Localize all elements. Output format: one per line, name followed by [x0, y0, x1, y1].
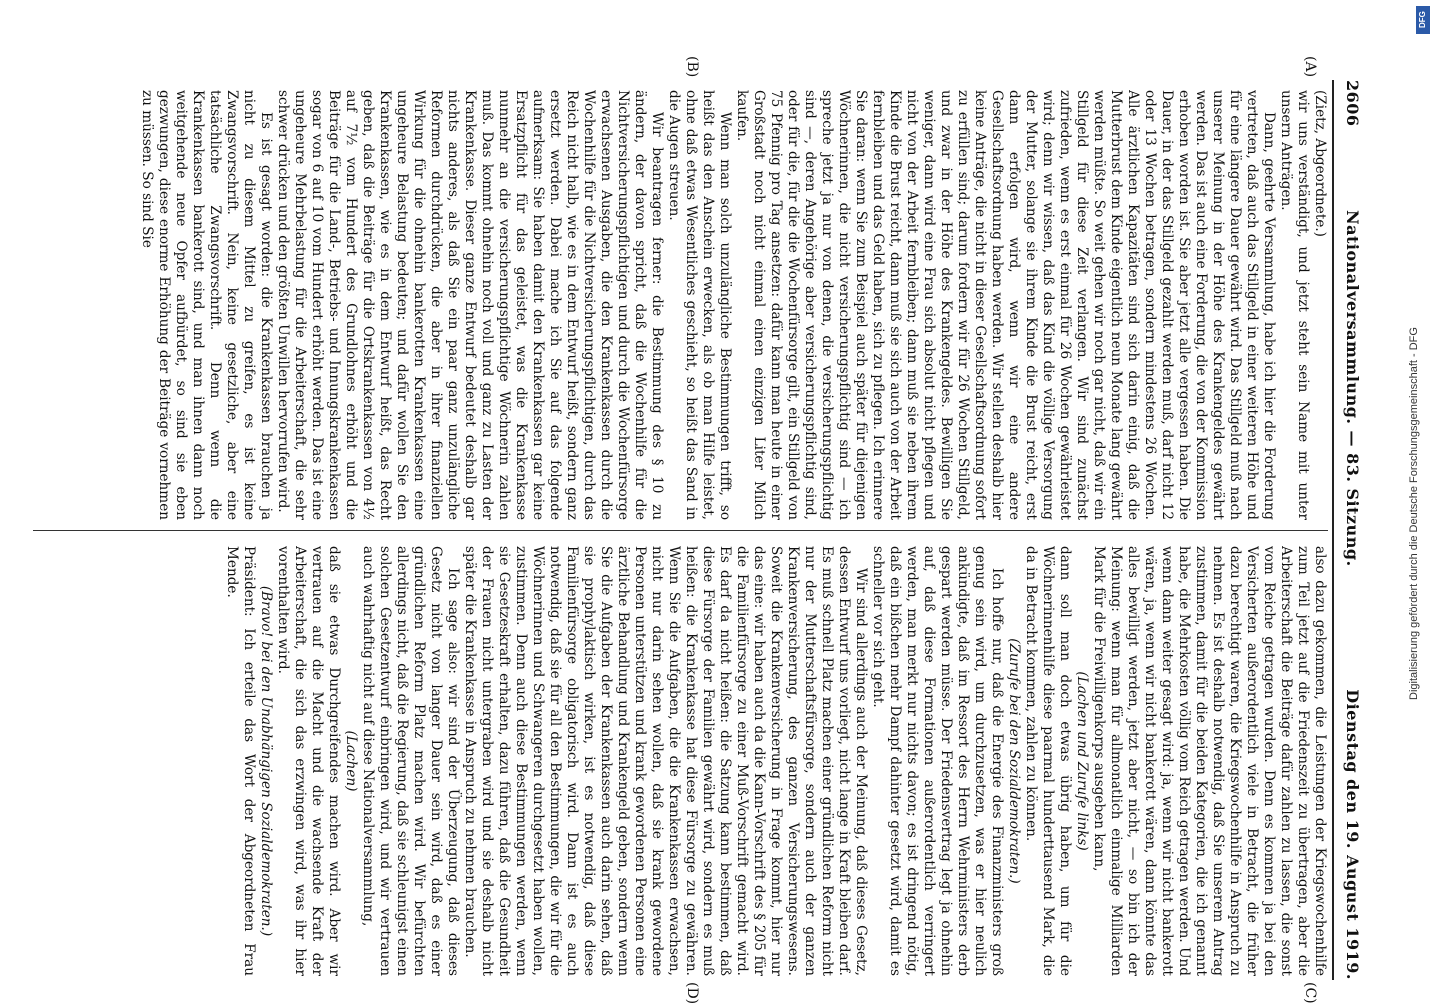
left-column-paragraph: Es ist gesagt worden: die Krankenkassen brauchen ja nicht zu diesem Mittel zu greifen, es ist keine Zwangsvorschrift. Nein, keine gesetzliche, aber eine tatsächliche Zwangsvorschrift. Denn wenn die Krankenkassen bankerott sind, und man ihnen dann noch weitgehende neue Opfer aufbürdet, so sind sie eben gezwungen, diese enorme Erhöhung der Beiträge vornehmen zu müssen. So sind Sie: [139, 90, 274, 520]
right-column-paragraph: (Zurufe bei den Sozialdemokraten.): [1006, 638, 1022, 884]
margin-mark-d: (D): [684, 982, 700, 1004]
right-column-paragraph: Ich hoffe nur, daß die Energie des Finanzministers groß genug sein wird, um durchzusetzen, was er hier neulich ankündigte, daß im Ressort des Herrn Wehrministers derb gespart werden müsse. Der Friedensvertrag legt ja ohnehin auf, daß diese Formationen außerordentlich verringert werden, man merkt nur nichts davon; es ist dringend nötig, daß ein bißchen mehr Dampf dahinter gesetzt wird, damit es schneller vor sich geht.: [870, 546, 1005, 976]
left-column-paragraph: Wir beantragen ferner: die Bestimmung des § 10 zu ändern, der davon spricht, daß die Wochenhilfe für die Nichtversicherungspflichtigen und durch die Wochenfürsorge erwachsenen Ausgaben, die den Krankenkassen durch die Wochenhilfe für die Nichtversicherungspflichtigen, durch das Reich nicht halb, wie es in dem Entwurf heißt, sondern ganz ersetzt werden. Dabei mache ich Sie auf das folgende aufmerksam: Sie haben damit den Krankenkassen gar keine Ersatzpflicht für das geleistet, was die Krankenkasse nunmehr an die versicherungspflichtige Wöchnerin zahlen muß. Das kommt ohnehin noch voll und ganz zu Lasten der Krankenkasse. Dieser ganze Entwurf bedeutet deshalb gar nichts anderes, als daß Sie ein paar ganz unzulängliche Reformen durchdrücken, die aber in ihrer finanziellen Wirkung für die ohnehin bankerotten Krankenkassen eine ungeheure Belastung bedeuten; und dafür wollen Sie den Krankenkassen, wie es in dem Entwurf heißt, das Recht geben, daß die Beiträge für die Ortskrankenkassen von 4½ auf 7½ vom Hundert des Grundlohnes erhöht und die Beiträge für die Land-, Betriebs- und Innungskrankenkassen sogar von 6 auf 10 vom Hundert erhöht werden. Das ist eine ungeheure Mehrbelastung für die Arbeiterschaft, die sehr schwer drücken und den größten Unwillen hervorrufen wird.: [275, 90, 665, 520]
right-column-paragraph: Wir sind allerdings auch der Meinung, daß dieses Gesetz, dessen Entwurf uns vorliegt, nicht lange in Kraft bleiben darf. Es muß schnell Platz machen einer gründlichen Reform nicht nur der Mutterschaftsfürsorge, sondern auch der ganzen Krankenversicherung, des ganzen Versicherungswesens. Soweit die Krankenversicherung in Frage kommt, hier nur das eine: wir haben auch da die Kann-Vorschrift des § 205 für die Familienfürsorge zu einer Muß-Vorschrift gemacht wird. Es darf da nicht heißen: die Satzung kann bestimmen, daß diese Fürsorge der Familien gewährt wird, sondern es muß heißen: die Krankenkasse hat diese Fürsorge zu gewähren. Wenn Sie die Aufgaben, die die Krankenkassen erwachsen, nicht nur darin sehen wollen, daß sie krank gewordene Personen unterstützen und krank gewordenen Personen eine ärztliche Behandlung und Krankengeld geben, sondern wenn Sie die Aufgaben der Krankenkassen auch darin sehen, daß sie prophylaktisch wirken, ist es notwendig, daß diese Familienfürsorge obligatorisch wird. Dann ist es auch notwendig, daß sie für all den Bestimmungen, die wir für die Wöchnerinnen und Schwangeren durchgesetzt haben wollen, zustimmen. Denn auch diese Bestimmungen werden, wenn sie Gesetzeskraft erhalten, dazu führen, daß die Gesundheit der Frauen nicht untergraben wird und sie deshalb nicht später die Krankenkasse in Anspruch zu nehmen brauchen.: [462, 546, 869, 976]
margin-mark-b: (B): [684, 56, 700, 78]
left-column-paragraph: Dann, geehrte Versammlung, habe ich hier die Forderung vertreten, daß auch das Stillgeld in einer weiteren Höhe und für eine längere Dauer gewährt wird. Das Stillgeld muß nach unserer Meinung in der Höhe des Krankengeldes gewährt werden. Das ist auch eine Forderung, die von der Kommission erhoben worden ist. Sie aber jetzt alle vergessen haben. Die Dauer, in der das Stillgeld gezahlt werden muß, darf nicht 12 oder 13 Wochen betragen, sondern mindestens 26 Wochen. Alle ärztlichen Kapazitäten sind sich darin einig, daß die Mutterbrust dem Kinde eigentlich neun Monate lang gewährt werden müßte. So weit gehen wir noch gar nicht, daß wir ein Stillgeld für diese Zeit verlangen. Wir sind zunächst zufrieden, wenn es erst einmal für 26 Wochen gewährleistet wird; denn wir wissen, daß das Kind die völlige Versorgung der Mutter, solange sie ihrem Kinde die Brust reicht, erst dann erfolgen wird, wenn wir eine andere Gesellschaftsordnung haben werden. Wir stellen deshalb hier keine Anträge, die nicht in dieser Gesellschaftsordnung sofort zu erfüllen sind; darum fordern wir für 26 Wochen Stillgeld, und zwar in der Höhe des Krankengeldes. Bewilligen Sie weniger, dann wird eine Frau sich absolut nicht pflegen und nicht von der Arbeit fernbleiben; dann muß sie neben ihrem Kinde die Brust reicht, dann muß sie sich auch von der Arbeit fernbleiben und das Geld haben, sich zu pflegen. Ich erinnere Sie daran: wenn Sie zum Beispiel auch später für diejenigen Wöchnerinnen, die nicht versicherungspflichtig sind — ich spreche jetzt ja nur von denen, die versicherungspflichtig sind —, deren Angehörige aber versicherungspflichtig sind, oder für die, für die die Wochenfürsorge gilt, ein Stillgeld von 75 Pfennig pro Tag ansetzen: dafür kann man heute in einer Großstadt noch nicht einmal einen einzigen Liter Milch kaufen.: [734, 90, 1277, 520]
dfg-logo-icon: DFG: [1416, 6, 1430, 34]
right-column-paragraph: also dazu gekommen, die Leistungen der Kriegswochenhilfe zum Teil jetzt auf die Friedenszeit zu übertragen, aber die Arbeiterschaft die Beiträge dafür zahlen zu lassen, die sonst vom Reiche getragen wurden. Denn es kommen ja bei den Versicherten außerordentlich viele in Betracht, die früher dazu berechtigt waren, die Kriegswochenhilfe in Anspruch zu nehmen. Es ist deshalb notwendig, daß Sie unserem Antrag zustimmen, damit für die beiden Kategorien, die ich genannt habe, die Mehrkosten völlig vom Reich getragen werden. Und wenn dann weiter gesagt wird: ja, wenn wir nicht bankerott wären, ja, wenn wir nicht bankerott wären, dann könnte das alles bewilligt werden, jetzt aber nicht, — so bin ich der Meinung: wenn man für allmonatlich einmalige Milliarden Mark für die Freiwilligenkorps ausgeben kann,: [1091, 546, 1328, 976]
left-column-paragraph: wir uns verständigt, und jetzt steht sein Name mit unter unsern Anträgen.: [1278, 90, 1311, 520]
right-column-paragraph: Präsident: Ich erteile das Wort der Abgeordneten Frau Mende.: [224, 546, 257, 976]
right-column-paragraph: Ich sage also: wir sind der Überzeugung, daß dieses Gesetz nicht von langer Dauer sein wird, daß es einer gründlichen Reform Platz machen wird. Wir befürchten allerdings nicht, daß die Regierung, daß sie schleunigst einen solchen Gesetzentwurf einbringen wird, und wir vertrauen auch wahrhaftig nicht auf diese Nationalversammlung,: [360, 546, 461, 976]
right-column-paragraph: dann soll man doch etwas übrig haben, um für die Wöchnerinnenhilfe diese paarmal hunderttausend Mark, die da in Betracht kommen, zahlen zu können.: [1023, 546, 1073, 976]
left-column-paragraph: (Zietz, Abgeordnete.): [1312, 90, 1328, 237]
left-text-column: [38, 90, 1328, 520]
margin-mark-a: (A): [1302, 56, 1318, 78]
header-right-title: Dienstag den 19. August 1919.: [1343, 689, 1362, 980]
left-column-paragraph: Wenn man solch unzulängliche Bestimmungen trifft, so heißt das den Anschein erwecken, als ob man Hilfe leistet, ohne daß etwas Wesentliches geschieht, so heißt das Sand in die Augen streuen.: [666, 90, 733, 520]
right-column-paragraph: (Lachen): [343, 730, 359, 792]
column-divider: [33, 530, 1328, 531]
page-header: [1334, 80, 1362, 980]
header-left-title: Nationalversammlung. — 83. Sitzung.: [1343, 210, 1362, 567]
page-number: 2606: [1343, 80, 1362, 127]
right-column-paragraph: daß sie etwas Durchgreifendes machen wird. Aber wir vertrauen auf die Macht und die wachsende Kraft der Arbeiterschaft, die sich das erzwingen wird, was ihr hier vorenthalten wird.: [275, 546, 342, 976]
digitization-notice: Digitalisierung gefördert durch die Deutsche Forschungsgemeinschaft - DFG: [1408, 327, 1420, 700]
right-text-column: [38, 546, 1328, 976]
right-column-paragraph: (Bravo! bei den Unabhängigen Sozialdemokraten.): [258, 585, 274, 937]
margin-mark-c: (C): [1302, 982, 1318, 1004]
right-column-paragraph: (Lachen und Zurufe links): [1074, 671, 1090, 851]
header-rule: [1332, 80, 1334, 980]
